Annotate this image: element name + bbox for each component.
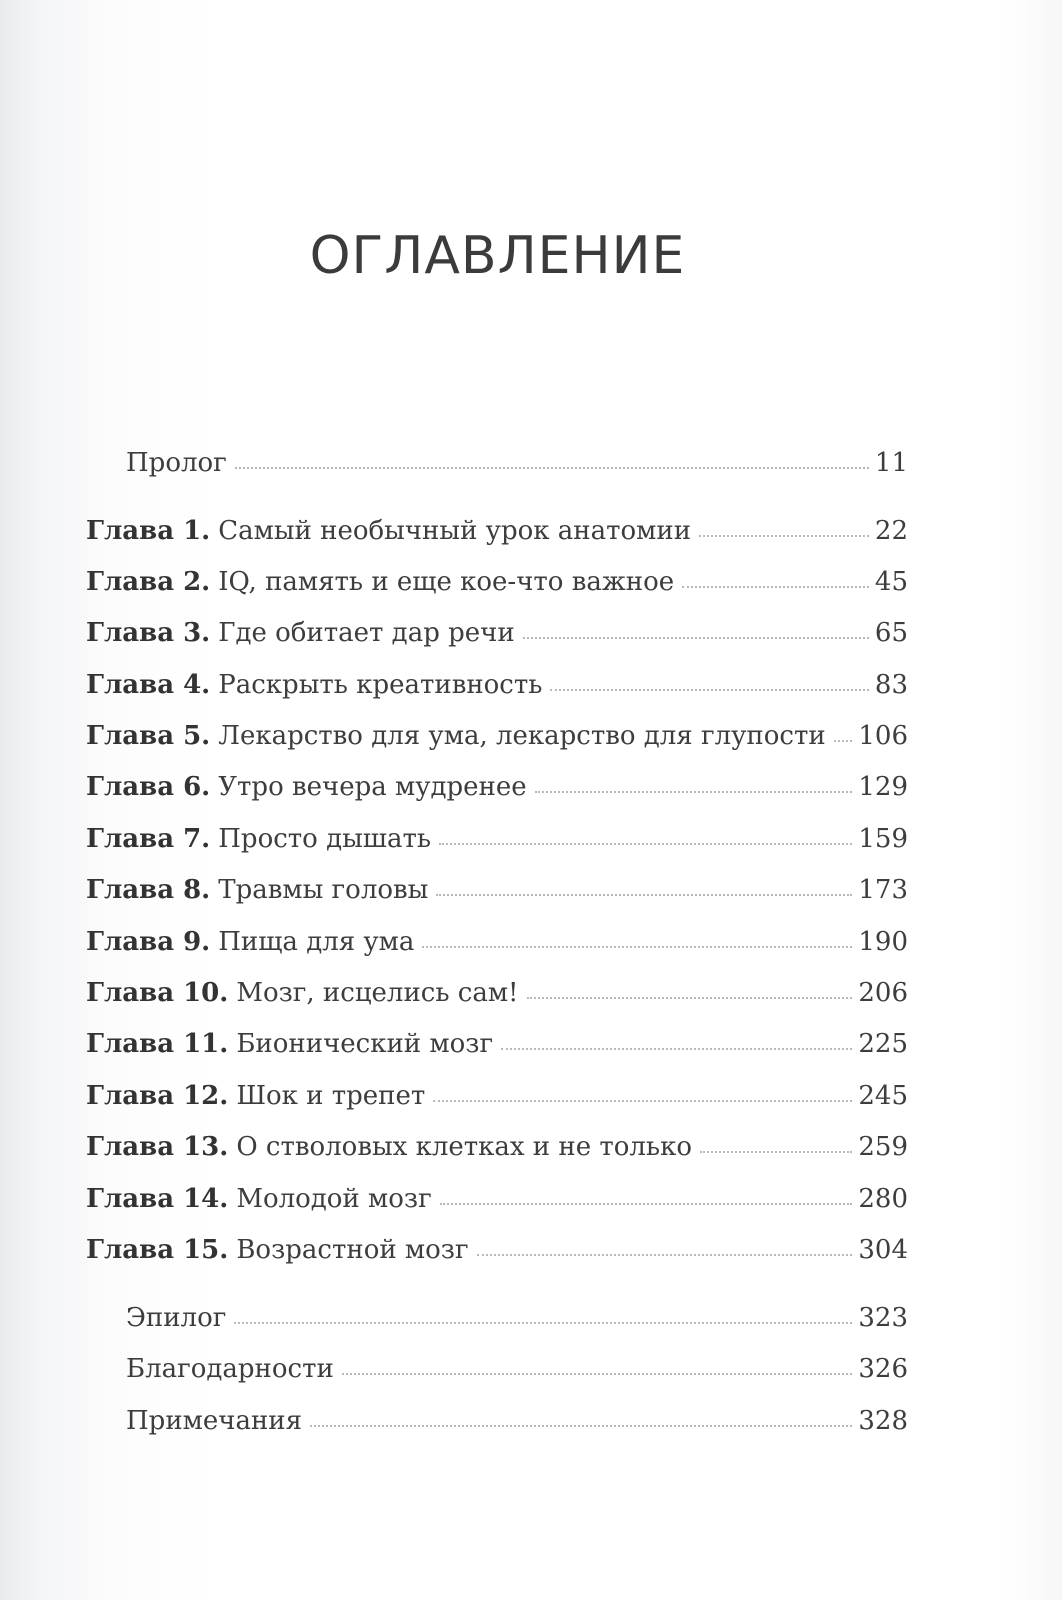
chapter-number: Глава 15. (86, 1235, 229, 1265)
toc-entry-chapter (86, 516, 908, 552)
page-number: 190 (858, 927, 908, 957)
toc-entry-prologue (126, 448, 908, 484)
chapter-title: О стволовых клетках и не только (236, 1132, 692, 1162)
page-number: 11 (874, 448, 908, 478)
chapter-title: IQ, память и еще кое-что важное (218, 567, 675, 597)
chapter-number: Глава 4. (86, 670, 211, 700)
dot-leader (700, 1151, 852, 1153)
chapter-title: Травмы головы (218, 875, 429, 905)
chapter-title: Где обитает дар речи (218, 618, 515, 648)
page-number: 245 (858, 1081, 908, 1111)
dot-leader (834, 740, 853, 742)
chapter-number: Глава 8. (86, 875, 211, 905)
toc-entry-chapter (86, 670, 908, 706)
toc-entry-chapter (86, 1029, 908, 1065)
page-number: 65 (874, 618, 908, 648)
dot-leader (310, 1425, 852, 1427)
toc-entry-chapter (86, 1081, 908, 1117)
dot-leader (235, 467, 869, 469)
toc-entry-chapter (86, 1184, 908, 1220)
toc-entry-notes (126, 1406, 908, 1442)
chapter-number: Глава 13. (86, 1132, 229, 1162)
toc-entry-chapter (86, 772, 908, 808)
dot-leader (433, 1100, 852, 1102)
dot-leader (550, 689, 868, 691)
page-number: 304 (858, 1235, 908, 1265)
page-number: 328 (858, 1406, 908, 1436)
chapter-number: Глава 3. (86, 618, 211, 648)
dot-leader (342, 1373, 853, 1375)
toc-entry-chapter (86, 721, 908, 757)
chapter-number: Глава 2. (86, 567, 211, 597)
page-number: 225 (858, 1029, 908, 1059)
chapter-title: Утро вечера мудренее (218, 772, 527, 802)
chapter-title: Бионический мозг (236, 1029, 494, 1059)
page-number: 326 (858, 1354, 908, 1384)
toc-entry-chapter (86, 927, 908, 963)
toc-entry-acknowledgements (126, 1354, 908, 1390)
entry-label: Эпилог (126, 1303, 227, 1333)
page-title: ОГЛАВЛЕНИЕ (309, 226, 686, 286)
chapter-number: Глава 10. (86, 978, 229, 1008)
dot-leader (699, 535, 869, 537)
page-number: 45 (874, 567, 908, 597)
dot-leader (477, 1254, 853, 1256)
page-number: 206 (858, 978, 908, 1008)
dot-leader (682, 586, 869, 588)
chapter-title: Раскрыть креативность (218, 670, 543, 700)
dot-leader (422, 946, 852, 948)
chapter-title: Пища для ума (218, 927, 415, 957)
page-number: 159 (858, 824, 908, 854)
toc-entry-chapter (86, 875, 908, 911)
page-number: 129 (858, 772, 908, 802)
chapter-number: Глава 5. (86, 721, 211, 751)
chapter-title: Шок и трепет (236, 1081, 426, 1111)
dot-leader (535, 791, 853, 793)
toc-entry-chapter (86, 618, 908, 654)
toc-entry-chapter (86, 978, 908, 1014)
entry-label: Примечания (126, 1406, 303, 1436)
dot-leader (501, 1048, 852, 1050)
chapter-number: Глава 9. (86, 927, 211, 957)
page-number: 280 (858, 1184, 908, 1214)
page-number: 259 (858, 1132, 908, 1162)
chapter-number: Глава 6. (86, 772, 211, 802)
chapter-title: Самый необычный урок анатомии (218, 516, 692, 546)
chapter-number: Глава 11. (86, 1029, 229, 1059)
toc-entry-chapter (86, 1235, 908, 1271)
chapter-title: Молодой мозг (236, 1184, 432, 1214)
chapter-number: Глава 12. (86, 1081, 229, 1111)
chapter-number: Глава 1. (86, 516, 211, 546)
toc-entry-chapter (86, 824, 908, 860)
chapter-number: Глава 14. (86, 1184, 229, 1214)
chapter-number: Глава 7. (86, 824, 211, 854)
toc-entry-chapter (86, 567, 908, 603)
toc-entry-chapter (86, 1132, 908, 1168)
entry-label: Пролог (126, 448, 227, 478)
page-number: 173 (858, 875, 908, 905)
dot-leader (436, 894, 852, 896)
chapter-title: Мозг, исцелись сам! (236, 978, 519, 1008)
dot-leader (440, 1203, 853, 1205)
toc-entry-epilogue (126, 1303, 908, 1339)
page-number: 323 (858, 1303, 908, 1333)
chapter-title: Лекарство для ума, лекарство для глупости (218, 721, 826, 751)
dot-leader (234, 1322, 852, 1324)
page-number: 83 (874, 670, 908, 700)
chapter-title: Просто дышать (218, 824, 431, 854)
page-number: 106 (858, 721, 908, 751)
dot-leader (527, 997, 853, 999)
dot-leader (523, 637, 869, 639)
chapter-title: Возрастной мозг (236, 1235, 469, 1265)
entry-label: Благодарности (126, 1354, 334, 1384)
dot-leader (439, 843, 852, 845)
page-number: 22 (874, 516, 908, 546)
